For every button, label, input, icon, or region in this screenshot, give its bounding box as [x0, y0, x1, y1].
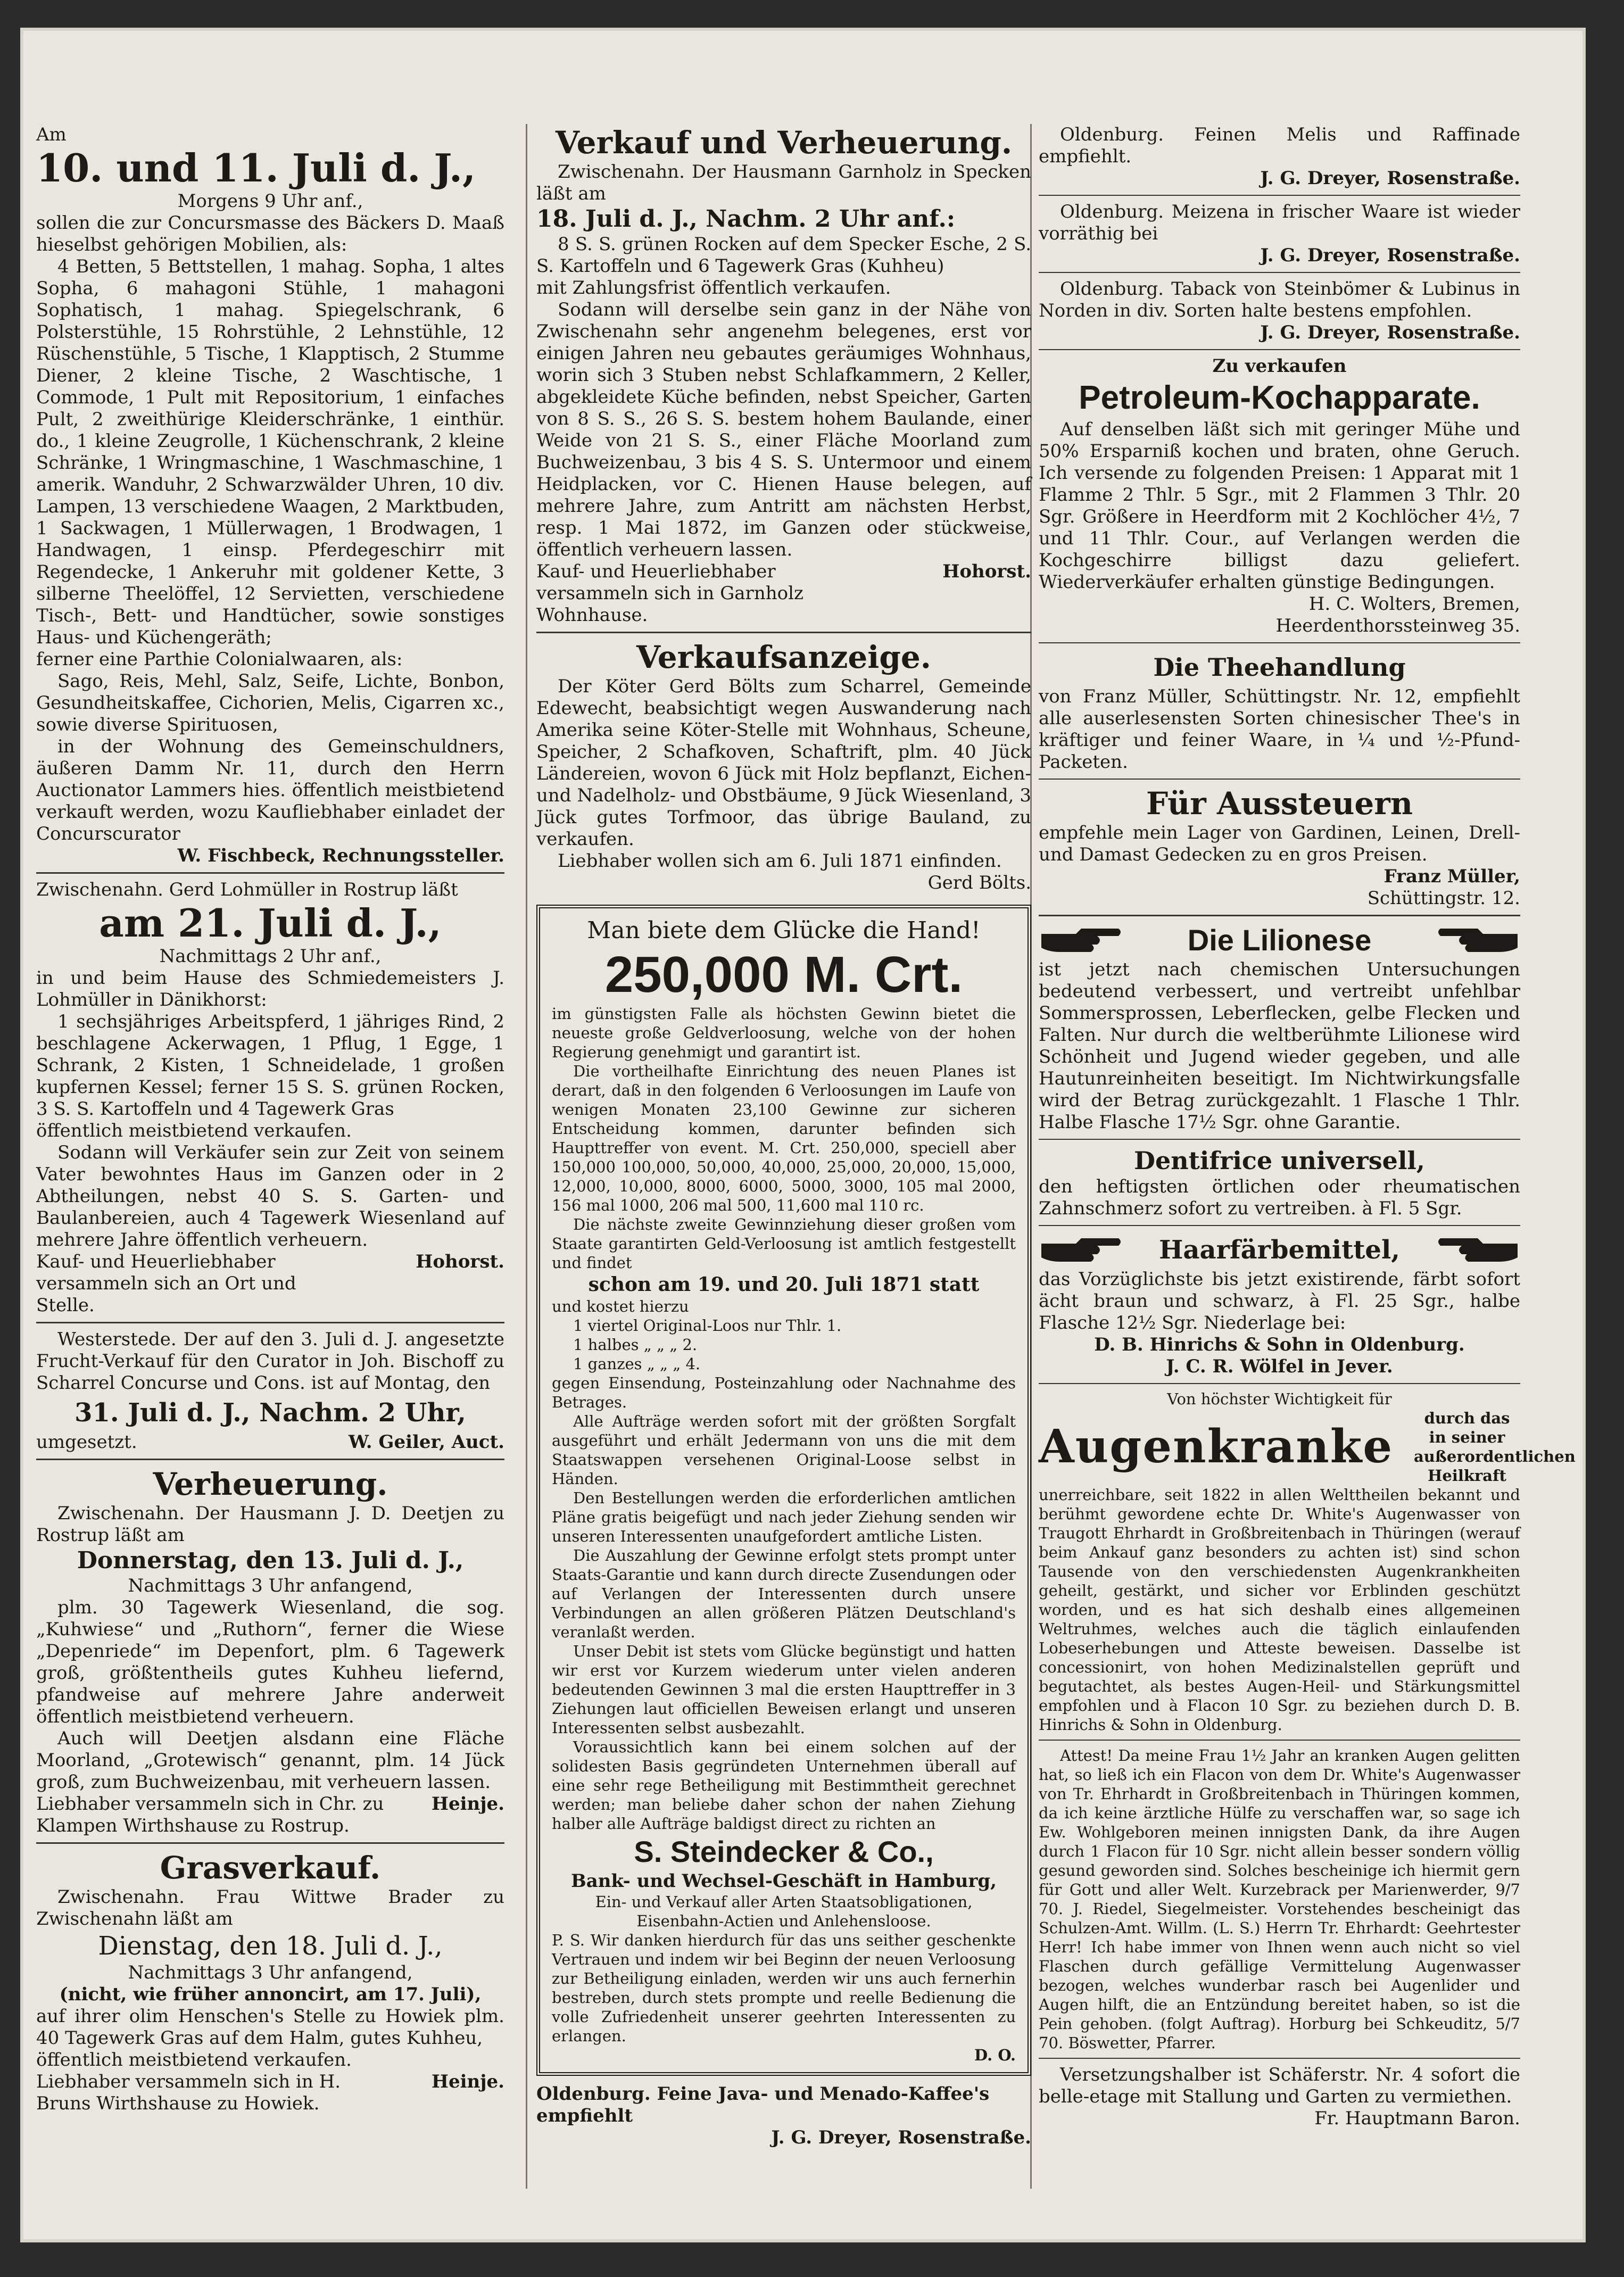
ad-text: Oldenburg. Taback von Steinbömer & Lubinus in Norden in div. Sorten halte bestens empfohlen.: [1039, 278, 1520, 321]
ad-items: 4 Betten, 5 Bettstellen, 1 mahag. Sopha, 1 altes Sopha, 6 mahagoni Stühle, 1 mahagoni Sophatisch, 1 mahag. Spiegelschrank, 6 Polsterstühle, 15 Rohrstühle, 2 Lehnstühle, 12 Rüschenstühle, 5 Tische, 1 Klapptisch, 2 Stumme Diener, 2 kleine Tische, 2 Waschtische, 1 Commode, 1 Pult mit Repositorium, 1 einfaches Pult, 2 zweithürige Kleiderschränke, 1 einthür. do., 1 kleine Zeugrolle, 1 Küchenschrank, 2 kleine Schränke, 1 Wringmaschine, 1 Waschmaschine, 1 amerik. Wanduhr, 2 Schwarzwälder Uhren, 10 div. Lampen, 13 verschiedene Waagen, 2 Marktbuden, 1 Sackwagen, 1 Müllerwagen, 1 Brodwagen, 1 Handwagen, 1 einsp. Pferdegeschirr mit Regendecke, 1 Ankeruhr mit goldener Kette, 3 silberne Theelöffel, 12 Servietten, verschiedene Tisch-, Bett- und Handtücher, sowie sonstiges Haus- und Küchengeräth;: [36, 256, 504, 648]
ad-text: sollen die zur Concursmasse des Bäckers D. Maaß hieselbst gehörigen Mobilien, als:: [36, 212, 504, 255]
ad-text: Versetzungshalber ist Schäferstr. Nr. 4 sofort die belle-etage mit Stallung und Garten zu vermiethen.: [1039, 2064, 1520, 2107]
ad-dreyer-taback: [1039, 278, 1520, 344]
ad-items: 1 sechsjähriges Arbeitspferd, 1 jähriges Rind, 2 beschlagene Ackerwagen, 1 Pflug, 1 Egge, 1 Schrank, 2 Kisten, 1 Schneidelade, 1 großen kupfernen Kessel; ferner 15 S. S. grünen Rocken, 3 S. S. Kartoffeln und 4 Tagewerk Gras: [36, 1011, 504, 1120]
ad-text: Die nächste zweite Gewinnziehung dieser großen vom Staate garantirten Geld-Verloosung ist amtlich festgestellt und findet: [552, 1215, 1016, 1272]
ad-postscript: P. S. Wir danken hierdurch für das uns seither geschenkte Vertrauen und indem wir bei Beginn der neuen Verloosung zur Betheiligung einladen, werden wir uns auch fernerhin bestreben, durch stets prompte und reelle Bedienung die volle Zufriedenheit unserer geehrten Interessenten zu erlangen.: [552, 1931, 1016, 2045]
ad-pre: Von höchster Wichtigkeit für: [1167, 1390, 1392, 1408]
pointing-hand-left-icon: [1435, 1234, 1520, 1266]
ad-signature: Fr. Hauptmann Baron.: [1314, 2108, 1520, 2129]
ad-date: 18. Juli d. J., Nachm. 2 Uhr anf.:: [536, 205, 956, 233]
ad-signature: J. C. R. Wölfel in Jever.: [1166, 1356, 1393, 1377]
ad-firm-sub: Ein- und Verkauf aller Arten Staatsobligationen, Eisenbahn-Actien und Anlehensloose.: [595, 1893, 973, 1930]
ad-signature: Schüttingstr. 12.: [1367, 888, 1520, 909]
ad-signature: Hohorst.: [416, 1251, 504, 1272]
ad-text: Zwischenahn. Der Hausmann J. D. Deetjen zu Rostrup läßt am: [36, 1503, 504, 1546]
column-middle: [536, 124, 1031, 2149]
ad-text: Voraussichtlich kann bei einem solchen auf der solidesten Basis gegründeten Unternehmen überall auf eine sehr rege Betheiligung mit Bestimmtheit gerechnet werden; man beliebe daher schon der nahen Ziehung halber alle Aufträge baldigst direct zu richten an: [552, 1738, 1016, 1833]
ad-pre: Zu verkaufen: [1212, 355, 1347, 377]
ad-time: Nachmittags 3 Uhr anfangend,: [128, 1575, 413, 1596]
ad-signature: J. G. Dreyer, Rosenstraße.: [1260, 245, 1520, 266]
ad-signature: W. Fischbeck, Rechnungssteller.: [177, 845, 504, 866]
ad-text: Auf denselben läßt sich mit geringer Mühe und 50% Ersparniß kochen und braten, ohne Geruch. Ich versende zu folgenden Preisen: 1 Apparat mit 1 Flamme 2 Thlr. 5 Sgr., mit 2 Flammen 3 Thlr. 20 Sgr. Größere in Heerdform mit 2 Kochlöcher 4½, 7 und 11 Thlr. Cour., auf Verlangen werden die Kochgeschirre billigst dazu geliefert. Wiederverkäufer erhalten günstige Bedingungen.: [1039, 419, 1520, 593]
ad-title: Die Lilionese: [1187, 923, 1372, 957]
ad-text: und kostet hierzu: [552, 1297, 689, 1315]
ad-text: 8 S. S. grünen Rocken auf dem Specker Esche, 2 S. S. Kartoffeln und 6 Tagewerk Gras (Kuhheu): [536, 234, 1031, 277]
ad-text: Westerstede. Der auf den 3. Juli d. J. angesetzte Frucht-Verkauf für den Curator in Joh. Bischoff zu Scharrel Concurse und Cons. ist auf Montag, den: [36, 1329, 504, 1394]
ad-signature: Hohorst.: [942, 561, 1031, 582]
ad-text: mit Zahlungsfrist öffentlich verkaufen.: [536, 277, 891, 299]
ad-title: Für Aussteuern: [1146, 785, 1413, 822]
ad-text: Sodann will derselbe sein ganz in der Nähe von Zwischenahn sehr angenehm belegenes, erst vor einigen Jahren neu gebautes geräumiges Wohnhaus, worin sich 3 Stuben nebst Schlafkammern, 2 Keller, abgekleidete Küche befinden, nebst Speicher, Garten von 8 S. S., 26 S. S. bestem hohem Baulande, einer Weide von 21 S. S., einer Fläche Moorland zum Buchweizenbau, 3 bis 4 S. S. Untermoor und einem Heidplacken, vor C. Hienen Hause belegen, auf mehrere Jahre, zum Antritt am nächsten Herbst, resp. 1 Mai 1872, im Ganzen oder stückweise, öffentlich verheuern lassen.: [536, 299, 1031, 560]
newspaper-page: [23, 31, 1582, 2239]
ad-text: gegen Einsendung, Posteinzahlung oder Nachnahme des Betrages.: [552, 1374, 1016, 1411]
ad-text: Zwischenahn. Der Hausmann Garnholz in Specken läßt am: [536, 161, 1031, 204]
ad-signature: Heinje.: [431, 2071, 504, 2092]
ad-text: Zwischenahn. Frau Wittwe Brader zu Zwischenahn läßt am: [36, 1886, 504, 1930]
ad-text: auf ihrer olim Henschen's Stelle zu Howiek plm. 40 Tagewerk Gras auf dem Halm, gutes Kuhheu,: [36, 2006, 504, 2049]
ad-text: unerreichbare, seit 1822 in allen Welttheilen bekannt und berühmt gewordene echte Dr. White's Augenwasser von Traugott Ehrhardt in Großbreitenbach in Thüringen (werauf beim Ankauf ganz besonders zu achten ist) sind schon Tausende von den verschiedensten Augenkrankheiten geheilt, gestärkt, und sicher vor Erblinden geschützt worden, und es hat sich deshalb eines allgemeinen Weltruhmes, welches auch die täglich einlaufenden Lobeserhebungen und Atteste beweisen. Dasselbe ist concessionirt, von hohen Medizinalstellen geprüft und begutachtet, als bestes Augen-Heil- und Stärkungsmittel empfohlen und à Flacon 10 Sgr. zu beziehen durch D. B. Hinrichs & Sohn in Oldenburg.: [1039, 1486, 1520, 1734]
pointing-hand-right-icon: [1039, 924, 1124, 956]
ad-time: Morgens 9 Uhr anf.,: [177, 191, 363, 212]
ad-text: Unser Debit ist stets vom Glücke begünstigt und hatten wir erst vor Kurzem wiederum unter vielen anderen bedeutenden Gewinnen 3 mal die ersten Haupttreffer in 3 Ziehungen laut officiellen Beweisen erlangt und unseren Interessenten selbst ausbezahlt.: [552, 1642, 1016, 1737]
ad-firm: S. Steindecker & Co.,: [634, 1835, 934, 1868]
ad-text: Die vortheilhafte Einrichtung des neuen Planes ist derart, daß in den folgenden 6 Verloosungen im Laufe von wenigen Monaten 23,100 Gewinne zur sicheren Entscheidung kommen, darunter befinden sich Haupttreffer von event. M. Crt. 250,000, speciell aber 150,000 100,000, 50,000, 40,000, 25,000, 20,000, 15,000, 12,000, 10,000, 8000, 6000, 5000, 3000, 105 mal 2000, 156 mal 1000, 206 mal 500, 11,600 mal 110 rc.: [552, 1062, 1016, 1214]
lottery-ad-box: [536, 905, 1031, 2076]
ad-signature: Heinje.: [431, 1793, 504, 1815]
ad-title: Man biete dem Glücke die Hand!: [587, 917, 981, 944]
ad-text: Oldenburg. Feine Java- und Menado-Kaffee's empfiehlt: [536, 2083, 990, 2126]
ad-boelts: [536, 639, 1031, 894]
column-left: [36, 124, 504, 2115]
ad-text: Auch will Deetjen alsdann eine Fläche Moorland, „Grotewisch“ genannt, plm. 14 Jück groß, zum Buchweizenbau, mit verheuern lassen.: [36, 1728, 504, 1793]
ad-date: 10. und 11. Juli d. J.,: [36, 145, 476, 191]
ad-date: am 21. Juli d. J.,: [99, 900, 442, 946]
ad-text: Oldenburg. Meizena in frischer Waare ist wieder vorräthig bei: [1039, 201, 1520, 244]
ad-signature: Heerdenthorssteinweg 35.: [1275, 615, 1520, 636]
ad-text: Kauf- und Heuerliebhaber versammeln sich in Garnholz Wohnhause.: [536, 561, 803, 626]
ad-westerstede: [36, 1329, 504, 1453]
ad-vermiethen: [1039, 2064, 1520, 2130]
pointing-hand-left-icon: [1435, 924, 1520, 956]
price-row: 1 viertel Original-Loos nur Thlr. 1.: [573, 1316, 842, 1335]
ad-augenkranke: [1039, 1389, 1576, 2052]
ad-signature: J. G. Dreyer, Rosenstraße.: [1260, 168, 1520, 189]
ad-text: Den Bestellungen werden die erforderlichen amtlichen Pläne gratis beigefügt und nach jeder Ziehung senden wir unseren Interessenten unaufgefordert amtliche Listen.: [552, 1489, 1016, 1545]
ad-aussteuern: [1039, 785, 1520, 909]
ad-time: Nachmittags 2 Uhr anf.,: [159, 946, 382, 967]
ad-text: öffentlich meistbietend verkaufen.: [36, 1120, 352, 1141]
price-row: 1 halbes „ „ „ 2.: [573, 1336, 698, 1354]
ad-theehandlung: [1039, 649, 1520, 773]
ad-title: Augenkranke: [1039, 1420, 1394, 1473]
ad-text: Oldenburg. Feinen Melis und Raffinade empfiehlt.: [1039, 124, 1520, 167]
ad-date: Donnerstag, den 13. Juli d. J.,: [77, 1547, 464, 1574]
ad-title: Verheuerung.: [153, 1466, 388, 1502]
ad-date: schon am 19. und 20. Juli 1871 statt: [588, 1273, 980, 1296]
ad-grasverkauf: [36, 1849, 504, 2115]
ad-attest: Attest! Da meine Frau 1½ Jahr an kranken Augen gelitten hat, so ließ ich ein Flacon von dem Dr. White's Augenwasser von Tr. Ehrhardt in Großbreitenbach in Thüringen kommen, da ich keine ärztliche Hülfe zu verschaffen war, so sage ich Ew. Wohlgeboren meinen innigsten Dank, da ihre Augen durch 1 Flacon für 10 Sgr. nicht allein besser sondern völlig gesund geworden sind. Solches bescheinige ich hiermit gern für Gott und aller Welt. Kurzebrack per Marienwerder, 9/7 70. J. Riedel, Siegelmeister. Vorstehendes bescheinigt das Schulzen-Amt. Willm. (L. S.) Herrn Tr. Ehrhardt: Geehrtester Herr! Ich habe immer von Ihnen wenn auch nicht so viel Flaschen durch gefällige Vermittelung Augenwasser bezogen, welches wunderbar rasch bei Augenlider und Augen hilft, die an Entzündung bereitet haben, so ist die Pein gehoben. (folgt Auftrag). Horburg bei Schkeuditz, 5/7 70. Böswetter, Pfarrer.: [1039, 1746, 1520, 2052]
ad-signature: J. G. Dreyer, Rosenstraße.: [771, 2127, 1031, 2148]
ad-side: durch das in seiner außerordentlichen Heilkraft: [1414, 1409, 1576, 1485]
ad-dreyer-meizena: [1039, 201, 1520, 267]
ad-text: (nicht, wie früher annoncirt, am 17. Juli),: [59, 1984, 482, 2005]
ad-intro: Zwischenahn. Gerd Lohmüller in Rostrup läßt: [36, 879, 458, 900]
ad-firm-sub: Bank- und Wechsel-Geschäft in Hamburg,: [571, 1870, 997, 1892]
ad-amount: 250,000 M. Crt.: [604, 946, 963, 1003]
ad-text: ist jetzt nach chemischen Untersuchungen bedeutend verbessert, und vertreibt unfehlbar Sommersprossen, Leberflecken, gelbe Flecken und Falten. Nur durch die weltberühmte Lilionese wird Schönheit und Jugend wieder gegeben, und alle Hautunreinheiten beseitigt. Im Nichtwirkungsfalle wird der Betrag zurückgezahlt. 1 Flasche 1 Thlr. Halbe Flasche 17½ Sgr. ohne Garantie.: [1039, 959, 1520, 1133]
ad-garnholz: [536, 124, 1031, 626]
ad-auction-maass: [36, 124, 504, 867]
ad-title: Dentifrice universell,: [1134, 1146, 1425, 1175]
ad-dreyer-kaffee: [536, 2083, 1031, 2149]
ad-signature: D. O.: [974, 2046, 1016, 2064]
ad-title: Haarfärbemittel,: [1159, 1235, 1400, 1265]
ad-text: den heftigsten örtlichen oder rheumatischen Zahnschmerz sofort zu vertreiben. à Fl. 5 Sgr.: [1039, 1176, 1520, 1219]
ad-intro: Am: [36, 124, 67, 145]
ad-text: von Franz Müller, Schüttingstr. Nr. 12, empfiehlt alle auserlesensten Sorten chinesischer Thee's in kräftiger und feiner Waare, in ¼ und ½-Pfund-Packeten.: [1039, 686, 1520, 773]
column-right: [1039, 124, 1576, 2130]
ad-text: Sago, Reis, Mehl, Salz, Seife, Lichte, Bonbon, Gesundheitskaffee, Cichorien, Melis, Cigarren xc., sowie diverse Spirituosen,: [36, 670, 504, 735]
ad-text: Liebhaber versammeln sich in H. Bruns Wirthshause zu Howiek.: [36, 2071, 341, 2114]
ad-text: im günstigsten Falle als höchsten Gewinn bietet die neueste große Geldverloosung, welche von der hohen Regierung genehmigt und garantirt ist.: [552, 1005, 1016, 1061]
column-rule: [526, 124, 527, 2189]
ad-title: Verkauf und Verheuerung.: [555, 125, 1013, 161]
ad-text: Alle Aufträge werden sofort mit der größten Sorgfalt ausgeführt und erhält Jedermann von uns die mit dem Staatswappen versehenen Original-Loose selbst in Händen.: [552, 1412, 1016, 1488]
ad-title: Die Theehandlung: [1153, 653, 1406, 682]
ad-lilionese: [1039, 922, 1520, 1133]
ad-lohmueller: [36, 879, 504, 1316]
price-row: 1 ganzes „ „ „ 4.: [573, 1355, 701, 1373]
ad-signature: H. C. Wolters, Bremen,: [1308, 593, 1520, 615]
ad-title: Verkaufsanzeige.: [636, 639, 931, 675]
ad-text: empfehle mein Lager von Gardinen, Leinen, Drell- und Damast Gedecken zu en gros Preisen.: [1039, 822, 1520, 865]
ad-title: Petroleum-Kochapparate.: [1079, 379, 1480, 416]
ad-text: Der Köter Gerd Bölts zum Scharrel, Gemeinde Edewecht, beabsichtigt wegen Auswanderung nach Amerika seine Köter-Stelle mit Wohnhaus, Scheune, Speicher, 2 Schafkoven, Schaftrift, plm. 40 Jück Ländereien, wovon 6 Jück mit Holz bepflanzt, Eichen- und Nadelholz- und Obstbäume, 9 Jück Wiesenland, 3 Jück gutes Torfmoor, das übrige Bauland, zu verkaufen.: [536, 676, 1031, 850]
ad-text: Die Auszahlung der Gewinne erfolgt stets prompt unter Staats-Garantie und kann durch directe Zusendungen oder auf Verlangen der Interessenten durch unsere Verbindungen an allen größeren Plätzen Deutschland's veranlaßt werden.: [552, 1546, 1016, 1641]
ad-title: Grasverkauf.: [160, 1850, 381, 1886]
ad-signature: W. Geiler, Auct.: [348, 1431, 504, 1453]
ad-text: in der Wohnung des Gemeinschuldners, äußeren Damm Nr. 11, durch den Herrn Auctionator Lammers hies. öffentlich meistbietend verkauft werden, wozu Kaufliebhaber einladet der Concurscurator: [36, 736, 504, 844]
ad-text: das Vorzüglichste bis jetzt existirende, färbt sofort ächt braun und schwarz, à Fl. 25 Sgr., halbe Flasche 12½ Sgr. Niederlage bei:: [1039, 1269, 1520, 1334]
ad-signature: D. B. Hinrichs & Sohn in Oldenburg.: [1094, 1334, 1465, 1355]
ad-verheuerung-deetjen: [36, 1465, 504, 1837]
ad-date: Dienstag, den 18. Juli d. J.,: [98, 1931, 443, 1961]
ad-signature: Gerd Bölts.: [927, 872, 1031, 893]
ad-text: Sodann will Verkäufer sein zur Zeit von seinem Vater bewohntes Haus im Ganzen oder in 2 Abtheilungen, nebst 40 S. S. Garten- und Baulanbereien, auch 4 Tagewerk Wiesenland auf mehrere Jahre öffentlich verheuern.: [36, 1142, 504, 1251]
ad-dentifrice: [1039, 1145, 1520, 1220]
ad-text: Kauf- und Heuerliebhaber versammeln sich an Ort und Stelle.: [36, 1251, 296, 1316]
ad-date: 31. Juli d. J., Nachm. 2 Uhr,: [74, 1398, 466, 1428]
ad-kochapparate: [1039, 355, 1520, 637]
ad-dreyer-melis: [1039, 124, 1520, 189]
ad-text: Liebhaber wollen sich am 6. Juli 1871 einfinden.: [558, 850, 1002, 872]
ad-time: Nachmittags 3 Uhr anfangend,: [128, 1962, 413, 1983]
ad-haarfaerbemittel: [1039, 1231, 1520, 1378]
ad-signature: J. G. Dreyer, Rosenstraße.: [1260, 322, 1520, 343]
pointing-hand-right-icon: [1039, 1234, 1124, 1266]
ad-text: umgesetzt.: [36, 1431, 137, 1453]
ad-text: öffentlich meistbietend verkaufen.: [36, 2049, 352, 2071]
ad-text: ferner eine Parthie Colonialwaaren, als:: [36, 649, 403, 670]
ad-text: plm. 30 Tagewerk Wiesenland, die sog. „Kuhwiese“ und „Ruthorn“, ferner die Wiese „Depenriede“ im Depenfort, plm. 6 Tagewerk groß, größtentheils gutes Kuhheu liefernd, pfandweise auf mehrere Jahre anderweit öffentlich meistbietend verheuern.: [36, 1597, 504, 1727]
ad-text: in und beim Hause des Schmiedemeisters J. Lohmüller in Dänikhorst:: [36, 967, 504, 1011]
ad-text: Liebhaber versammeln sich in Chr. zu Klampen Wirthshause zu Rostrup.: [36, 1793, 384, 1836]
ad-signature: Franz Müller,: [1383, 866, 1520, 887]
